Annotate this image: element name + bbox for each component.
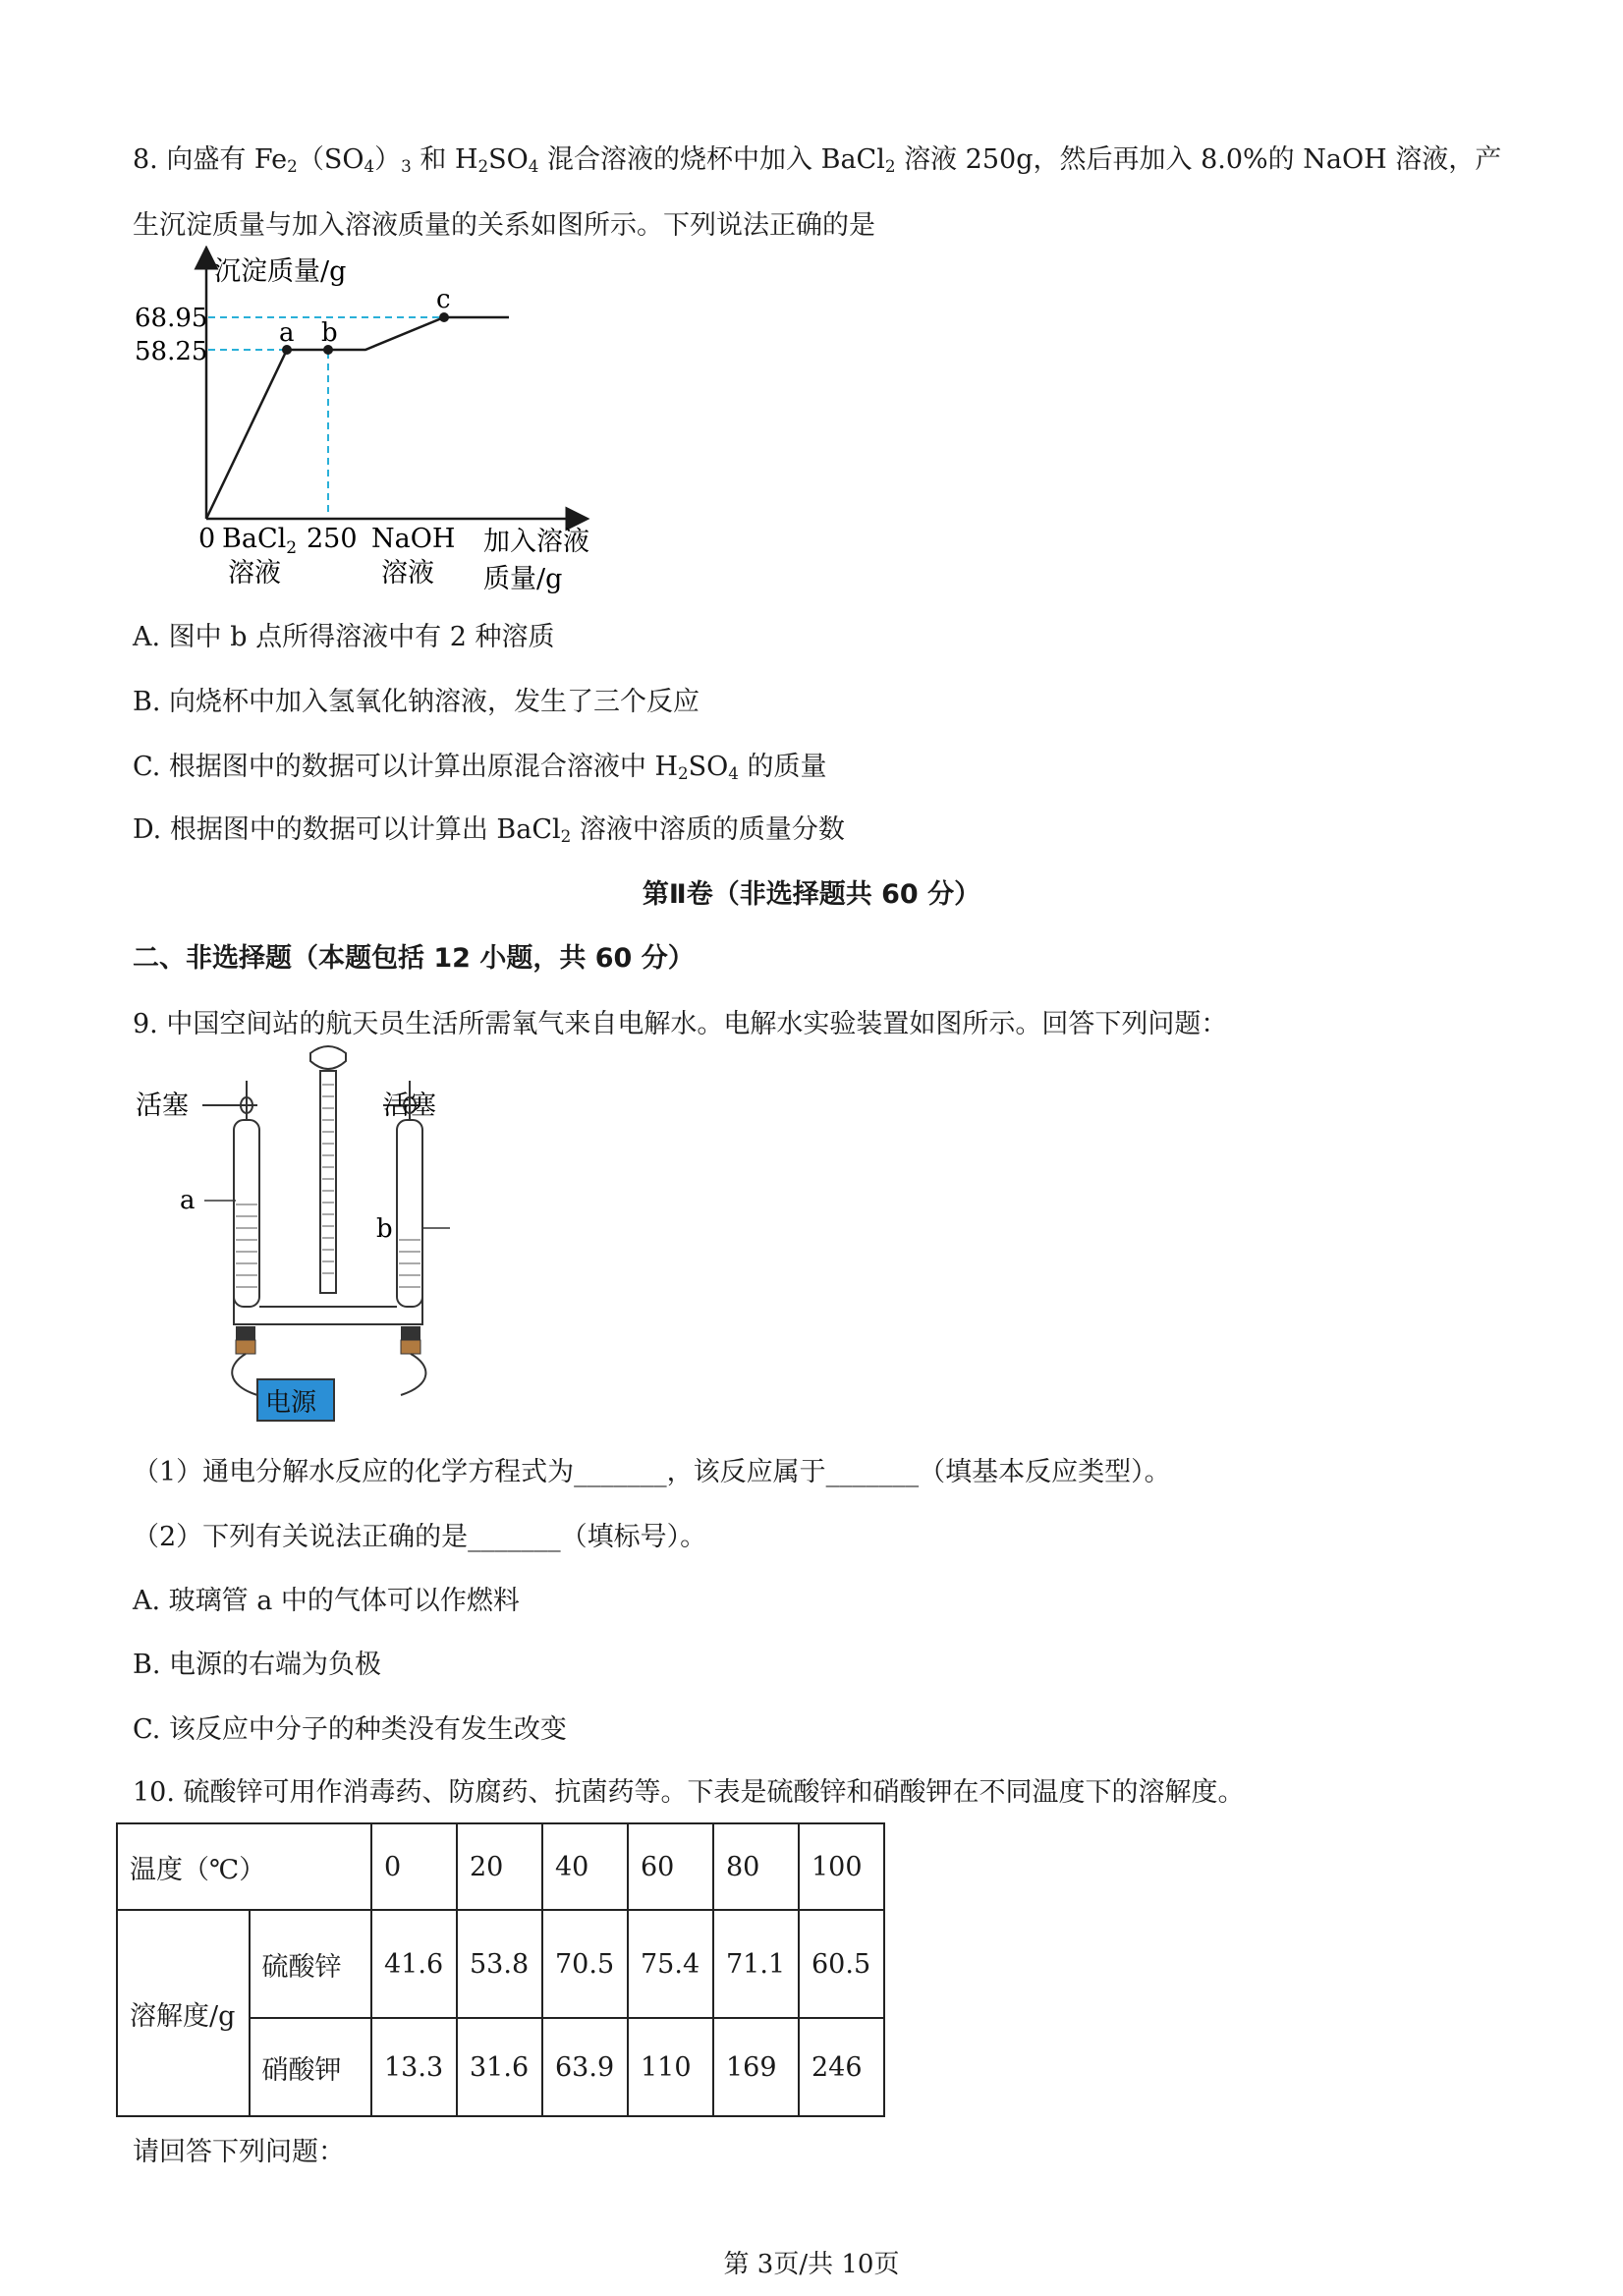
table-cell: 20 — [457, 1823, 542, 1910]
point-b-label: b — [321, 318, 338, 348]
solubility-label: 溶解度/g — [117, 1910, 250, 2116]
tube-b — [397, 1120, 422, 1307]
x-tick-origin: 0 — [198, 524, 216, 554]
x-tick-250: 250 — [307, 524, 358, 554]
table-cell: 13.3 — [371, 2018, 457, 2116]
wire-left — [232, 1354, 257, 1395]
middle-tube — [320, 1071, 336, 1293]
row-name-zinc-sulfate: 硫酸锌 — [250, 1910, 371, 2018]
section-subtitle: 二、非选择题（本题包括 12 小题，共 60 分） — [133, 943, 695, 974]
table-cell: 246 — [799, 2018, 884, 2116]
tube-a-label: a — [180, 1186, 196, 1215]
valve-right-label: 活塞 — [383, 1091, 436, 1121]
q9-part1: （1）通电分解水反应的化学方程式为_______，该反应属于_______（填基本反应类型）。 — [133, 1457, 1171, 1487]
table-row — [117, 1910, 884, 2018]
q10-intro: 10. 硫酸锌可用作消毒药、防腐药、抗菌药等。下表是硫酸锌和硝酸钾在不同温度下的溶解度。 — [133, 1777, 1245, 1808]
table-cell: 75.4 — [628, 1910, 713, 2018]
power-supply-label: 电源 — [265, 1388, 317, 1418]
funnel — [310, 1046, 346, 1069]
row-name-potassium-nitrate: 硝酸钾 — [250, 2018, 371, 2116]
q8-option-a: A. 图中 b 点所得溶液中有 2 种溶质 — [133, 622, 555, 652]
y-tick-58-25: 58.25 — [135, 337, 208, 366]
tube-a — [234, 1120, 259, 1307]
table-cell: 40 — [542, 1823, 628, 1910]
x-axis-label-line2: 质量/g — [483, 564, 563, 594]
table-cell: 60.5 — [799, 1910, 884, 2018]
q8-option-d: D. 根据图中的数据可以计算出 BaCl$_2$ 溶液中溶质的质量分数 — [133, 814, 845, 847]
table-cell: 80 — [713, 1823, 799, 1910]
q9-option-b: B. 电源的右端为负极 — [133, 1650, 382, 1680]
q8-stem-line2: 生沉淀质量与加入溶液质量的关系如图所示。下列说法正确的是 — [133, 210, 875, 241]
table-cell: 60 — [628, 1823, 713, 1910]
table-cell: 0 — [371, 1823, 457, 1910]
wire-right — [401, 1354, 425, 1395]
q10-followup: 请回答下列问题： — [133, 2137, 345, 2167]
electrode-right — [401, 1326, 420, 1340]
q9-intro: 9. 中国空间站的航天员生活所需氧气来自电解水。电解水实验装置如图所示。回答下列问题： — [133, 1009, 1228, 1039]
electrode-left — [236, 1326, 255, 1340]
solubility-table — [116, 1822, 885, 2117]
table-cell: 41.6 — [371, 1910, 457, 2018]
table-cell: 31.6 — [457, 2018, 542, 2116]
q9-part2: （2）下列有关说法正确的是_______（填标号）。 — [133, 1522, 707, 1552]
table-cell: 169 — [713, 2018, 799, 2116]
y-tick-68-95: 68.95 — [135, 304, 208, 333]
x-axis-label-line1: 加入溶液 — [483, 527, 589, 557]
q8-stem-line1: 8. 向盛有 $Fe_2(SO_4)_3$ 和 $H_2SO_4$ 混合溶液的烧杯中加入 BaCl$_2$ 溶液 250g，然后再加入 8.0%的 NaOH 溶液，产 — [133, 144, 1502, 177]
q8-option-c: C. 根据图中的数据可以计算出原混合溶液中 $H_2SO_4$ 的质量 — [133, 752, 827, 784]
table-cell: 53.8 — [457, 1910, 542, 2018]
electrolysis-apparatus — [128, 1041, 462, 1434]
x-tick-bacl2-line2: 溶液 — [228, 558, 281, 588]
table-row — [117, 1823, 884, 1910]
precipitate-chart — [128, 246, 639, 599]
table-cell: 100 — [799, 1823, 884, 1910]
page-footer: 第 3页/共 10页 — [723, 2250, 900, 2279]
y-axis-label: 沉淀质量/g — [214, 256, 347, 287]
table-cell: 70.5 — [542, 1910, 628, 2018]
table-cell: 63.9 — [542, 2018, 628, 2116]
valve-left-label: 活塞 — [136, 1091, 189, 1121]
point-c-label: c — [436, 285, 451, 314]
q8-option-b: B. 向烧杯中加入氢氧化钠溶液，发生了三个反应 — [133, 687, 700, 717]
series-line — [206, 317, 509, 519]
q9-option-c: C. 该反应中分子的种类没有发生改变 — [133, 1714, 567, 1745]
x-tick-naoh-line2: 溶液 — [381, 558, 434, 588]
table-cell: 110 — [628, 2018, 713, 2116]
q9-option-a: A. 玻璃管 a 中的气体可以作燃料 — [133, 1586, 520, 1616]
temp-header: 温度（℃） — [117, 1823, 371, 1910]
x-tick-bacl2: BaCl$_2$ — [222, 524, 298, 558]
tube-b-label: b — [376, 1214, 393, 1244]
x-tick-naoh: NaOH — [371, 524, 456, 554]
point-a-label: a — [279, 318, 295, 348]
table-cell: 71.1 — [713, 1910, 799, 2018]
section-title: 第Ⅱ卷（非选择题共 60 分） — [642, 879, 981, 910]
connector-tube — [234, 1295, 422, 1324]
